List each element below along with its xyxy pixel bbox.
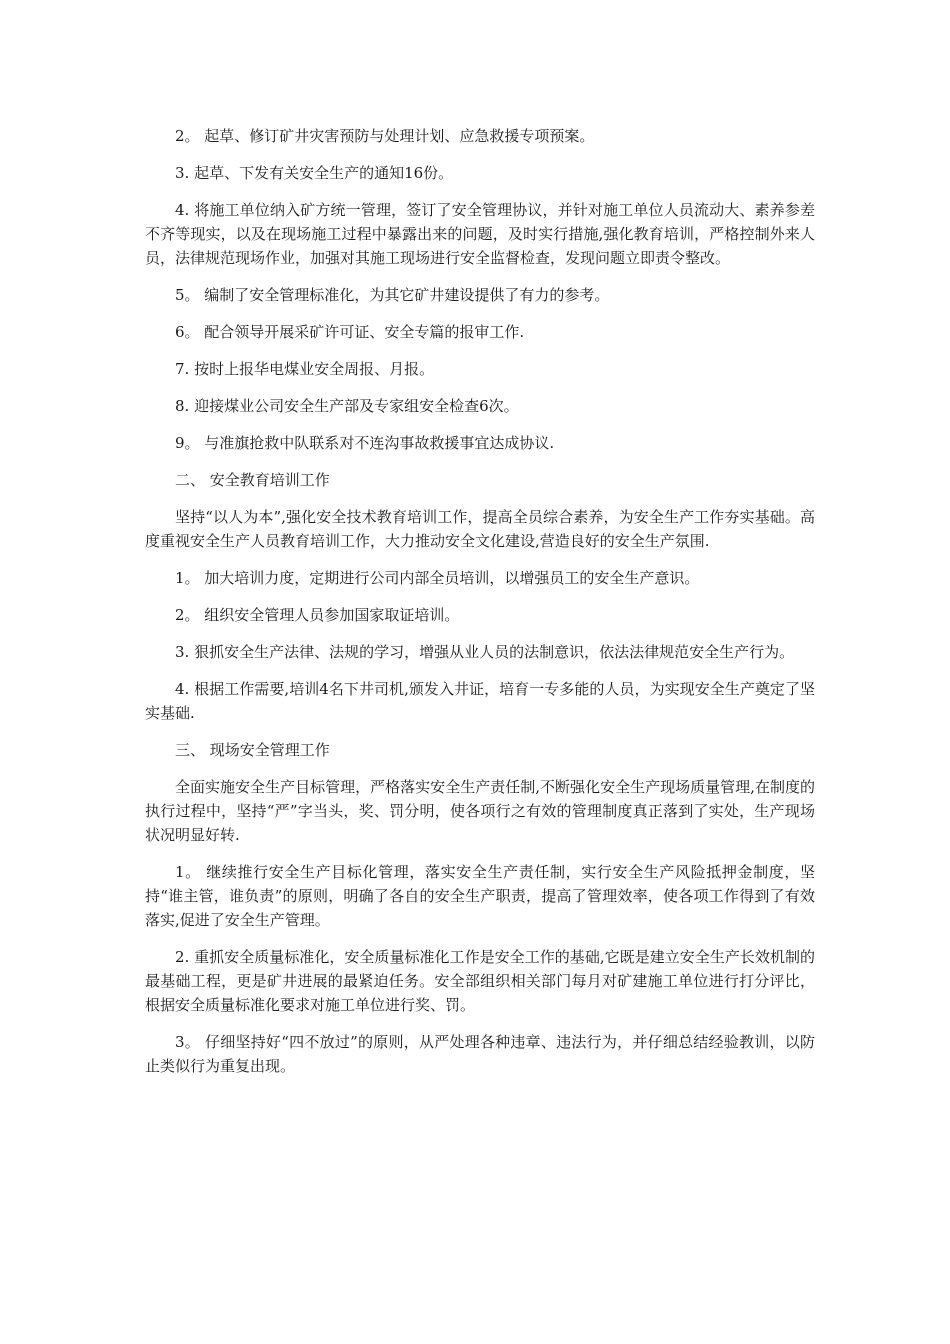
section-heading: 三、 现场安全管理工作 <box>175 741 330 759</box>
list-item: 3。 仔细坚持好“四不放过”的原则，从严处理各种违章、违法行为，并仔细总结经验教训，以防止类似行为重复出现。 <box>145 1033 815 1075</box>
body-paragraph: 全面实施安全生产目标管理，严格落实安全生产责任制,不断强化安全生产现场质量管理,在制度的执行过程中，坚持“严”字当头，奖、罚分明，使各项行之有效的管理制度真正落到了实处，生产现场状况明显好转. <box>145 778 815 844</box>
list-item: 3. 狠抓安全生产法律、法规的学习，增强从业人员的法制意识，依法法律规范安全生产行为。 <box>175 643 795 661</box>
list-item: 8. 迎接煤业公司安全生产部及专家组安全检查6次。 <box>175 397 519 415</box>
list-item: 9。 与准旗抢救中队联系对不连沟事故救援事宜达成协议. <box>175 434 555 452</box>
list-item: 2. 重抓安全质量标准化，安全质量标准化工作是安全工作的基础,它既是建立安全生产长效机制的最基础工程，更是矿井进展的最紧迫任务。安全部组织相关部门每月对矿建施工单位进行打分评比，根据安全质量标准化要求对施工单位进行奖、罚。 <box>145 948 815 1014</box>
list-item: 7. 按时上报华电煤业安全周报、月报。 <box>175 360 435 378</box>
list-item: 1。 继续推行安全生产目标化管理，落实安全生产责任制，实行安全生产风险抵押金制度，坚持“谁主管，谁负责”的原则，明确了各自的安全生产职责，提高了管理效率，使各项工作得到了有效落实,促进了安全生产管理。 <box>145 863 815 929</box>
list-item: 3. 起草、下发有关安全生产的通知16份。 <box>175 164 454 182</box>
document-body <box>145 124 815 1091</box>
list-item: 5。 编制了安全管理标准化，为其它矿井建设提供了有力的参考。 <box>175 286 610 304</box>
body-paragraph: 坚持“以人为本”,强化安全技术教育培训工作，提高全员综合素养，为安全生产工作夯实基础。高度重视安全生产人员教育培训工作，大力推动安全文化建设,营造良好的安全生产氛围. <box>145 508 815 550</box>
list-item: 1。 加大培训力度，定期进行公司内部全员培训，以增强员工的安全生产意识。 <box>175 569 700 587</box>
list-item: 2。 组织安全管理人员参加国家取证培训。 <box>175 606 460 624</box>
list-item: 2。 起草、修订矿井灾害预防与处理计划、应急救援专项预案。 <box>175 127 595 145</box>
list-item: 6。 配合领导开展采矿许可证、安全专篇的报审工作. <box>175 323 525 341</box>
section-heading: 二、 安全教育培训工作 <box>175 471 330 489</box>
list-item: 4. 将施工单位纳入矿方统一管理，签订了安全管理协议，并针对施工单位人员流动大、素养参差不齐等现实，以及在现场施工过程中暴露出来的问题，及时实行措施,强化教育培训，严格控制外来人员，法律规范现场作业，加强对其施工现场进行安全监督检查，发现问题立即责令整改。 <box>145 201 815 267</box>
list-item: 4. 根据工作需要,培训4名下井司机,颁发入井证，培育一专多能的人员，为实现安全生产奠定了坚实基础. <box>145 680 815 722</box>
